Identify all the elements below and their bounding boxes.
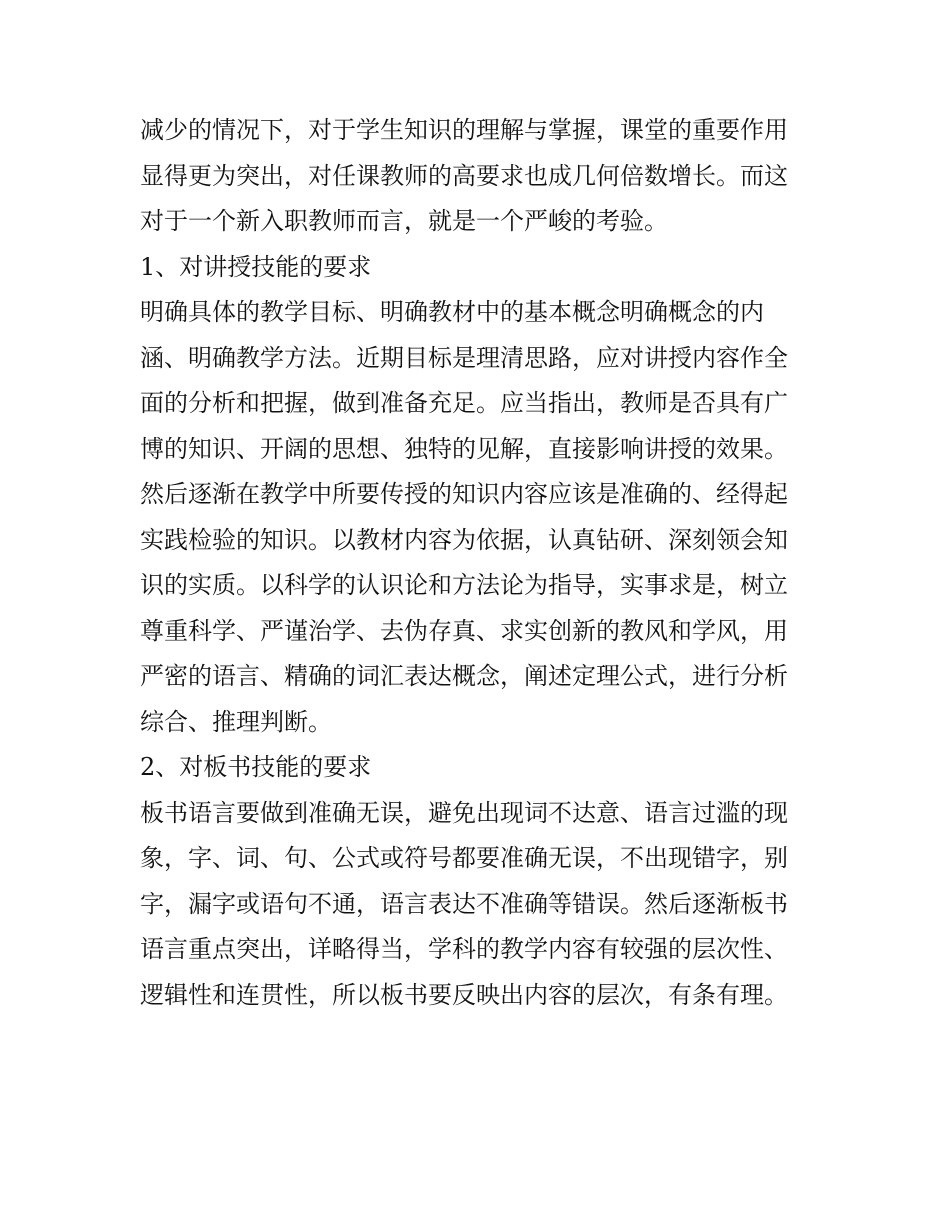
text-line: 字，漏字或语句不通，语言表达不准确等错误。然后逐渐板书	[140, 889, 788, 918]
text-line: 严密的语言、精确的词汇表达概念，阐述定理公式，进行分析	[140, 662, 788, 690]
section-heading-blackboard-skill: 2、对板书技能的要求	[140, 753, 372, 781]
text-line: 然后逐渐在教学中所要传授的知识内容应该是准确的、经得起	[140, 480, 788, 508]
text-line: 实践检验的知识。以教材内容为依据，认真钻研、深刻领会知	[140, 525, 788, 554]
text-line: 尊重科学、严谨治学、去伪存真、求实创新的教风和学风，用	[140, 616, 788, 645]
text-line: 象，字、词、句、公式或符号都要准确无误，不出现错字，别	[140, 844, 788, 872]
text-line: 涵、明确教学方法。近期目标是理清思路，应对讲授内容作全	[140, 343, 788, 372]
text-line: 明确具体的教学目标、明确教材中的基本概念明确概念的内	[140, 298, 764, 326]
text-line: 识的实质。以科学的认识论和方法论为指导，实事求是，树立	[140, 571, 788, 599]
text-line: 减少的情况下，对于学生知识的理解与掌握，课堂的重要作用	[140, 116, 788, 144]
text-line: 显得更为突出，对任课教师的高要求也成几何倍数增长。而这	[140, 161, 788, 190]
body-text	[140, 108, 820, 1018]
text-line: 语言重点突出，详略得当，学科的教学内容有较强的层次性、	[140, 935, 788, 963]
text-line: 面的分析和把握，做到准备充足。应当指出，教师是否具有广	[140, 389, 788, 417]
text-line: 对于一个新入职教师而言，就是一个严峻的考验。	[140, 207, 668, 235]
section-heading-lecturing-skill: 1、对讲授技能的要求	[140, 252, 372, 281]
text-line: 板书语言要做到准确无误，避免出现词不达意、语言过滥的现	[140, 798, 788, 827]
text-line: 综合、推理判断。	[140, 707, 332, 736]
text-line: 博的知识、开阔的思想、独特的见解，直接影响讲授的效果。	[140, 434, 788, 463]
text-line: 逻辑性和连贯性，所以板书要反映出内容的层次，有条有理。	[140, 980, 788, 1009]
